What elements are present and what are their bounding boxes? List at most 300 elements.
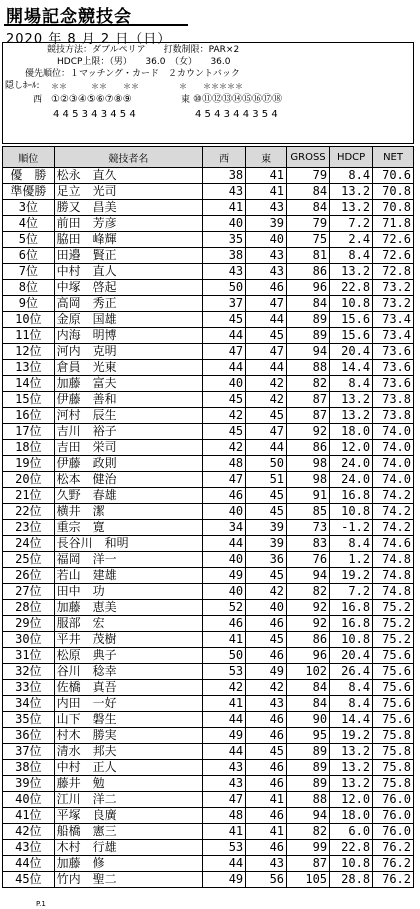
rank-cell: 44位 [3, 856, 55, 872]
rank-cell: 34位 [3, 696, 55, 712]
east-score-cell: 41 [246, 184, 287, 200]
player-name-cell: 河内 克明 [54, 344, 202, 360]
west-score-cell: 48 [203, 456, 246, 472]
hdcp-cell: 8.4 [330, 696, 373, 712]
player-name-cell: 平塚 良廣 [54, 808, 202, 824]
rank-cell: 19位 [3, 456, 55, 472]
table-row [3, 696, 414, 712]
west-score-cell: 35 [203, 232, 246, 248]
player-name-cell: 加藤 富夫 [54, 376, 202, 392]
east-pars: 4 5 4 3 4 4 3 5 4 [195, 109, 278, 120]
hdcp-cell: 14.4 [330, 712, 373, 728]
header-west: 西 [203, 147, 246, 168]
hdcp-cell: 20.4 [330, 344, 373, 360]
gross-cell: 85 [287, 504, 330, 520]
gross-cell: 87 [287, 408, 330, 424]
net-cell: 75.6 [373, 696, 414, 712]
east-score-cell: 42 [246, 392, 287, 408]
rank-cell: 3位 [3, 200, 55, 216]
east-hole-numbers: ⑩⑪⑫⑬⑭⑮⑯⑰⑱ [193, 94, 282, 105]
gross-cell: 88 [287, 792, 330, 808]
hdcp-cell: 19.2 [330, 728, 373, 744]
gross-cell: 86 [287, 440, 330, 456]
east-score-cell: 43 [246, 200, 287, 216]
table-row [3, 312, 414, 328]
gross-cell: 81 [287, 248, 330, 264]
west-score-cell: 41 [203, 200, 246, 216]
rank-cell: 29位 [3, 616, 55, 632]
gross-cell: 89 [287, 744, 330, 760]
gross-cell: 92 [287, 424, 330, 440]
table-row [3, 824, 414, 840]
hdcp-cell: 24.0 [330, 456, 373, 472]
net-cell: 73.4 [373, 312, 414, 328]
hdcp-cell: 13.2 [330, 408, 373, 424]
table-row [3, 168, 414, 184]
west-pars: 4 4 5 3 4 3 4 5 4 [53, 109, 136, 120]
east-score-cell: 39 [246, 536, 287, 552]
hdcp-cell: 13.2 [330, 744, 373, 760]
hdcp-cell: 6.0 [330, 824, 373, 840]
player-name-cell: 谷川 稔幸 [54, 664, 202, 680]
rank-cell: 優 勝 [3, 168, 55, 184]
gross-cell: 91 [287, 488, 330, 504]
hdcp-cell: 13.2 [330, 264, 373, 280]
rank-cell: 23位 [3, 520, 55, 536]
table-row [3, 744, 414, 760]
player-name-cell: 足立 光司 [54, 184, 202, 200]
gross-cell: 87 [287, 392, 330, 408]
hidden-holes-marks: ＊＊ ＊＊ ＊＊ ＊ ＊＊＊＊＊ [51, 82, 243, 91]
gross-cell: 88 [287, 360, 330, 376]
gross-cell: 86 [287, 632, 330, 648]
east-score-cell: 42 [246, 376, 287, 392]
page-title: 開場記念競技会 [6, 7, 132, 27]
hdcp-cell: 7.2 [330, 584, 373, 600]
net-cell: 73.6 [373, 376, 414, 392]
net-cell: 74.6 [373, 536, 414, 552]
rank-cell: 21位 [3, 488, 55, 504]
west-score-cell: 40 [203, 504, 246, 520]
east-score-cell: 43 [246, 856, 287, 872]
table-row [3, 424, 414, 440]
rank-cell: 38位 [3, 760, 55, 776]
gross-cell: 92 [287, 600, 330, 616]
west-score-cell: 50 [203, 280, 246, 296]
table-row [3, 632, 414, 648]
player-name-cell: 村木 勝実 [54, 728, 202, 744]
table-row [3, 680, 414, 696]
hdcp-cell: 8.4 [330, 168, 373, 184]
player-name-cell: 木村 行雄 [54, 840, 202, 856]
net-cell: 73.2 [373, 280, 414, 296]
table-row [3, 872, 414, 888]
west-course-label: 西 [33, 95, 43, 105]
east-score-cell: 41 [246, 824, 287, 840]
player-name-cell: 吉川 裕子 [54, 424, 202, 440]
net-cell: 72.6 [373, 248, 414, 264]
player-name-cell: 山下 磐生 [54, 712, 202, 728]
east-score-cell: 45 [246, 568, 287, 584]
hdcp-cell: 15.6 [330, 328, 373, 344]
table-row [3, 648, 414, 664]
net-cell: 74.8 [373, 584, 414, 600]
table-row [3, 216, 414, 232]
gross-cell: 94 [287, 568, 330, 584]
rank-cell: 33位 [3, 680, 55, 696]
rank-cell: 8位 [3, 280, 55, 296]
rank-cell: 27位 [3, 584, 55, 600]
east-score-cell: 43 [246, 696, 287, 712]
gross-cell: 82 [287, 584, 330, 600]
rank-cell: 7位 [3, 264, 55, 280]
rank-cell: 25位 [3, 552, 55, 568]
east-score-cell: 47 [246, 344, 287, 360]
west-score-cell: 49 [203, 872, 246, 888]
header-gross: GROSS [287, 147, 330, 168]
west-score-cell: 40 [203, 216, 246, 232]
hdcp-cell: 10.8 [330, 504, 373, 520]
gross-cell: 98 [287, 472, 330, 488]
net-cell: 74.0 [373, 440, 414, 456]
hdcp-cell: 20.4 [330, 648, 373, 664]
hdcp-cell: 13.2 [330, 200, 373, 216]
east-score-cell: 46 [246, 776, 287, 792]
west-score-cell: 50 [203, 648, 246, 664]
east-score-cell: 40 [246, 600, 287, 616]
player-name-cell: 江川 洋二 [54, 792, 202, 808]
player-name-cell: 竹内 聖二 [54, 872, 202, 888]
east-score-cell: 44 [246, 312, 287, 328]
east-score-cell: 46 [246, 808, 287, 824]
west-score-cell: 40 [203, 584, 246, 600]
hdcp-cell: 13.2 [330, 392, 373, 408]
net-cell: 74.8 [373, 552, 414, 568]
west-score-cell: 41 [203, 824, 246, 840]
player-name-cell: 中村 直人 [54, 264, 202, 280]
player-name-cell: 横井 潔 [54, 504, 202, 520]
rank-cell: 5位 [3, 232, 55, 248]
rank-cell: 15位 [3, 392, 55, 408]
hdcp-cell: 16.8 [330, 600, 373, 616]
player-name-cell: 内田 一好 [54, 696, 202, 712]
net-cell: 76.2 [373, 840, 414, 856]
table-row [3, 792, 414, 808]
east-score-cell: 56 [246, 872, 287, 888]
hdcp-cell: 15.6 [330, 312, 373, 328]
hdcp-limit: HDCP上限：（男） 36.0 （女） 36.0 [57, 57, 231, 67]
player-name-cell: 長谷川 和明 [54, 536, 202, 552]
east-score-cell: 45 [246, 408, 287, 424]
rank-cell: 32位 [3, 664, 55, 680]
east-score-cell: 44 [246, 360, 287, 376]
gross-cell: 98 [287, 456, 330, 472]
west-score-cell: 40 [203, 552, 246, 568]
east-score-cell: 46 [246, 648, 287, 664]
west-score-cell: 45 [203, 424, 246, 440]
table-row [3, 728, 414, 744]
gross-cell: 89 [287, 312, 330, 328]
gross-cell: 87 [287, 856, 330, 872]
table-row [3, 584, 414, 600]
east-score-cell: 43 [246, 248, 287, 264]
header-net: NET [373, 147, 414, 168]
net-cell: 74.8 [373, 568, 414, 584]
rank-cell: 18位 [3, 440, 55, 456]
player-name-cell: 松永 直久 [54, 168, 202, 184]
net-cell: 73.6 [373, 344, 414, 360]
net-cell: 75.8 [373, 744, 414, 760]
west-score-cell: 46 [203, 488, 246, 504]
east-score-cell: 46 [246, 280, 287, 296]
hdcp-cell: 8.4 [330, 536, 373, 552]
west-score-cell: 43 [203, 264, 246, 280]
hdcp-cell: 12.0 [330, 440, 373, 456]
east-score-cell: 39 [246, 520, 287, 536]
gross-cell: 75 [287, 232, 330, 248]
net-cell: 73.6 [373, 360, 414, 376]
table-row [3, 184, 414, 200]
player-name-cell: 伊藤 善和 [54, 392, 202, 408]
hdcp-cell: 7.2 [330, 216, 373, 232]
event-date: 2020 年 8 月 2 日（日） [6, 32, 172, 47]
west-hole-numbers: ①②③④⑤⑥⑦⑧⑨ [51, 94, 132, 105]
rank-cell: 17位 [3, 424, 55, 440]
rank-cell: 36位 [3, 728, 55, 744]
rank-cell: 28位 [3, 600, 55, 616]
table-row [3, 712, 414, 728]
west-score-cell: 42 [203, 680, 246, 696]
west-score-cell: 41 [203, 696, 246, 712]
table-row [3, 520, 414, 536]
hdcp-cell: 10.8 [330, 632, 373, 648]
table-row [3, 376, 414, 392]
net-cell: 70.8 [373, 200, 414, 216]
net-cell: 73.8 [373, 392, 414, 408]
player-name-cell: 田邉 賢正 [54, 248, 202, 264]
player-name-cell: 船橋 憲三 [54, 824, 202, 840]
gross-cell: 84 [287, 696, 330, 712]
rank-cell: 42位 [3, 824, 55, 840]
east-score-cell: 51 [246, 472, 287, 488]
table-row [3, 616, 414, 632]
hdcp-cell: 12.0 [330, 792, 373, 808]
hdcp-cell: 24.0 [330, 472, 373, 488]
east-score-cell: 41 [246, 168, 287, 184]
player-name-cell: 松原 典子 [54, 648, 202, 664]
header-rank: 順位 [3, 147, 55, 168]
east-score-cell: 41 [246, 792, 287, 808]
gross-cell: 82 [287, 376, 330, 392]
gross-cell: 84 [287, 200, 330, 216]
west-score-cell: 49 [203, 728, 246, 744]
rank-cell: 20位 [3, 472, 55, 488]
table-row [3, 408, 414, 424]
header-hdcp: HDCP [330, 147, 373, 168]
hdcp-cell: 13.2 [330, 760, 373, 776]
table-row [3, 760, 414, 776]
player-name-cell: 中村 正人 [54, 760, 202, 776]
gross-cell: 99 [287, 840, 330, 856]
rank-cell: 9位 [3, 296, 55, 312]
west-score-cell: 43 [203, 184, 246, 200]
priority-order: 優先順位：１マッチング・カード ２カウントバック [25, 69, 240, 79]
east-score-cell: 45 [246, 504, 287, 520]
table-row [3, 472, 414, 488]
net-cell: 70.8 [373, 184, 414, 200]
hdcp-cell: 13.2 [330, 184, 373, 200]
gross-cell: 95 [287, 728, 330, 744]
rank-cell: 30位 [3, 632, 55, 648]
west-score-cell: 40 [203, 376, 246, 392]
net-cell: 76.0 [373, 808, 414, 824]
player-name-cell: 脇田 峰輝 [54, 232, 202, 248]
gross-cell: 92 [287, 616, 330, 632]
net-cell: 72.8 [373, 264, 414, 280]
rank-cell: 4位 [3, 216, 55, 232]
player-name-cell: 平井 茂樹 [54, 632, 202, 648]
west-score-cell: 45 [203, 392, 246, 408]
player-name-cell: 加藤 恵美 [54, 600, 202, 616]
net-cell: 76.0 [373, 792, 414, 808]
table-row [3, 360, 414, 376]
rank-cell: 11位 [3, 328, 55, 344]
hidden-holes-label: 隠しﾎｰﾙ: [5, 81, 40, 91]
net-cell: 73.2 [373, 296, 414, 312]
net-cell: 76.0 [373, 824, 414, 840]
east-score-cell: 46 [246, 728, 287, 744]
player-name-cell: 前田 芳彦 [54, 216, 202, 232]
net-cell: 75.2 [373, 616, 414, 632]
table-row [3, 664, 414, 680]
west-score-cell: 44 [203, 328, 246, 344]
page-number: P.1 [36, 900, 46, 908]
player-name-cell: 勝又 昌美 [54, 200, 202, 216]
net-cell: 76.2 [373, 856, 414, 872]
results-table [2, 146, 414, 888]
gross-cell: 102 [287, 664, 330, 680]
gross-cell: 76 [287, 552, 330, 568]
table-row [3, 392, 414, 408]
east-score-cell: 46 [246, 616, 287, 632]
table-row [3, 264, 414, 280]
gross-cell: 96 [287, 280, 330, 296]
net-cell: 73.4 [373, 328, 414, 344]
player-name-cell: 田中 功 [54, 584, 202, 600]
west-score-cell: 44 [203, 744, 246, 760]
net-cell: 75.6 [373, 712, 414, 728]
hdcp-cell: 28.8 [330, 872, 373, 888]
west-score-cell: 46 [203, 616, 246, 632]
header-player-name: 競技者名 [54, 147, 202, 168]
east-score-cell: 46 [246, 840, 287, 856]
gross-cell: 90 [287, 712, 330, 728]
net-cell: 70.6 [373, 168, 414, 184]
west-score-cell: 43 [203, 776, 246, 792]
west-score-cell: 53 [203, 664, 246, 680]
west-score-cell: 52 [203, 600, 246, 616]
net-cell: 74.2 [373, 520, 414, 536]
rank-cell: 12位 [3, 344, 55, 360]
rank-cell: 26位 [3, 568, 55, 584]
gross-cell: 82 [287, 824, 330, 840]
player-name-cell: 倉員 光東 [54, 360, 202, 376]
player-name-cell: 内海 明博 [54, 328, 202, 344]
west-score-cell: 34 [203, 520, 246, 536]
player-name-cell: 福岡 洋一 [54, 552, 202, 568]
east-score-cell: 45 [246, 328, 287, 344]
player-name-cell: 吉田 栄司 [54, 440, 202, 456]
gross-cell: 84 [287, 296, 330, 312]
rank-cell: 24位 [3, 536, 55, 552]
player-name-cell: 中塚 啓起 [54, 280, 202, 296]
east-score-cell: 39 [246, 216, 287, 232]
table-row [3, 328, 414, 344]
rank-cell: 41位 [3, 808, 55, 824]
player-name-cell: 金原 国雄 [54, 312, 202, 328]
rank-cell: 14位 [3, 376, 55, 392]
rank-cell: 10位 [3, 312, 55, 328]
rank-cell: 13位 [3, 360, 55, 376]
gross-cell: 86 [287, 264, 330, 280]
hdcp-cell: 16.8 [330, 488, 373, 504]
net-cell: 75.8 [373, 760, 414, 776]
hdcp-cell: 22.8 [330, 280, 373, 296]
east-score-cell: 45 [246, 632, 287, 648]
hdcp-cell: 19.2 [330, 568, 373, 584]
west-score-cell: 53 [203, 840, 246, 856]
east-score-cell: 47 [246, 296, 287, 312]
table-row [3, 840, 414, 856]
east-score-cell: 45 [246, 488, 287, 504]
west-score-cell: 43 [203, 760, 246, 776]
gross-cell: 84 [287, 184, 330, 200]
net-cell: 74.0 [373, 456, 414, 472]
west-score-cell: 44 [203, 856, 246, 872]
rank-cell: 16位 [3, 408, 55, 424]
hdcp-cell: 18.0 [330, 808, 373, 824]
hdcp-cell: 10.8 [330, 296, 373, 312]
net-cell: 74.0 [373, 472, 414, 488]
hdcp-cell: 1.2 [330, 552, 373, 568]
net-cell: 74.0 [373, 424, 414, 440]
west-score-cell: 38 [203, 248, 246, 264]
hdcp-cell: -1.2 [330, 520, 373, 536]
table-row [3, 456, 414, 472]
west-score-cell: 44 [203, 712, 246, 728]
east-score-cell: 46 [246, 760, 287, 776]
net-cell: 73.8 [373, 408, 414, 424]
net-cell: 75.6 [373, 664, 414, 680]
player-name-cell: 若山 建雄 [54, 568, 202, 584]
rank-cell: 準優勝 [3, 184, 55, 200]
east-score-cell: 49 [246, 664, 287, 680]
net-cell: 74.2 [373, 504, 414, 520]
net-cell: 75.6 [373, 648, 414, 664]
west-score-cell: 47 [203, 472, 246, 488]
gross-cell: 94 [287, 344, 330, 360]
west-score-cell: 45 [203, 312, 246, 328]
player-name-cell: 久野 春雄 [54, 488, 202, 504]
east-score-cell: 43 [246, 264, 287, 280]
table-row [3, 488, 414, 504]
competition-info-box [2, 42, 414, 144]
west-score-cell: 44 [203, 360, 246, 376]
east-score-cell: 42 [246, 680, 287, 696]
hdcp-cell: 26.4 [330, 664, 373, 680]
gross-cell: 89 [287, 328, 330, 344]
player-name-cell: 加藤 修 [54, 856, 202, 872]
